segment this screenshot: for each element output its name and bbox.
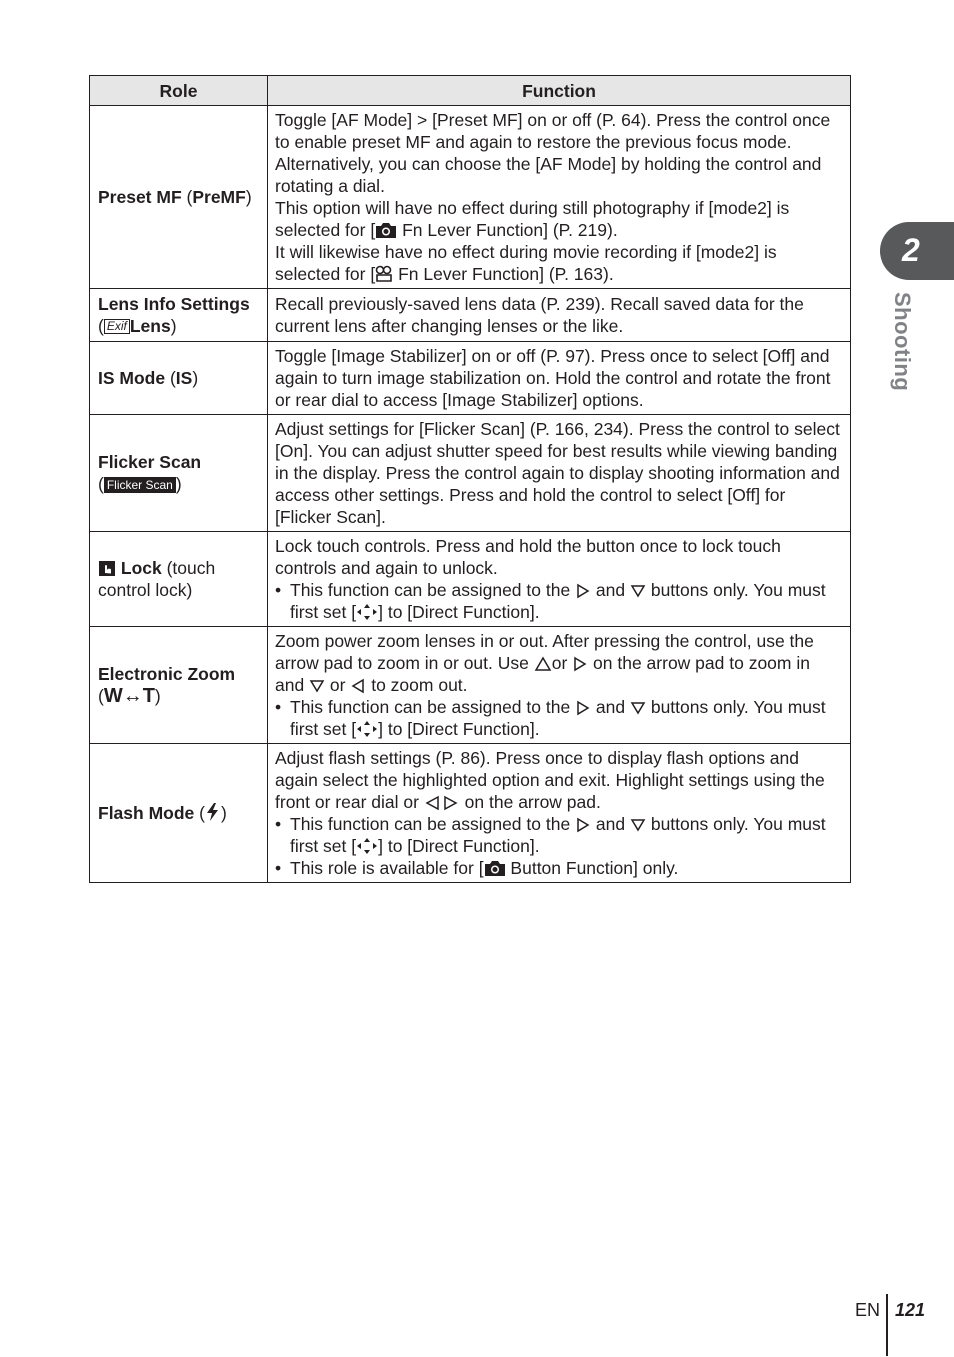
- flash-icon: [205, 802, 221, 822]
- function-text: Lock touch controls. Press and hold the button once to lock touch controls and again to unlock.: [275, 536, 781, 578]
- text-part: on the arrow pad.: [459, 792, 601, 812]
- bullet-item: [275, 579, 844, 623]
- camera-icon: [375, 221, 397, 239]
- chapter-tab: [880, 222, 954, 280]
- header-role: Role: [90, 76, 268, 106]
- function-cell: [268, 532, 851, 627]
- role-cell: [90, 415, 268, 532]
- function-cell: [268, 744, 851, 883]
- text-part: Fn Lever Function] (P. 163).: [393, 264, 614, 284]
- direction-pad-icon: [356, 837, 378, 855]
- chapter-side-label: [889, 292, 925, 402]
- role-cell: [90, 342, 268, 415]
- paren: (: [98, 686, 104, 706]
- text-part: ] to [Direct Function].: [378, 602, 540, 622]
- role-cell: [90, 289, 268, 342]
- table-row-electronic-zoom: [90, 627, 851, 744]
- text-part: buttons only. You must first set [: [290, 580, 826, 622]
- function-cell: [268, 106, 851, 289]
- text-part: and: [591, 697, 630, 717]
- arrow-left-icon: [350, 678, 366, 694]
- direction-pad-icon: [356, 603, 378, 621]
- role-abbr: PreMF: [192, 187, 246, 207]
- header-function: Function: [268, 76, 851, 106]
- paren: ): [245, 187, 252, 207]
- footer-language: EN: [855, 1300, 881, 1320]
- role-abbr: IS: [175, 368, 193, 388]
- bullet-dot: •: [275, 580, 282, 600]
- exif-icon: Exif: [104, 319, 130, 334]
- text-part: ] to [Direct Function].: [378, 836, 540, 856]
- text-part: Adjust flash settings (P. 86). Press once to display flash options and again select the highlighted option and exit. Highlight settings using the front or rear dial or: [275, 748, 825, 812]
- table-row-touch-lock: [90, 532, 851, 627]
- paren: (: [98, 316, 104, 336]
- function-cell: [268, 342, 851, 415]
- text-part: and: [591, 814, 630, 834]
- function-text: Recall previously-saved lens data (P. 239). Recall saved data for the current lens after changing lenses or the like.: [275, 294, 804, 336]
- function-text: [275, 747, 844, 813]
- touch-lock-icon: [98, 559, 116, 577]
- paren: (: [181, 187, 193, 207]
- function-cell: [268, 627, 851, 744]
- text-part: This function can be assigned to the: [290, 814, 576, 834]
- function-text: Toggle [Image Stabilizer] on or off (P. 97). Press once to select [Off] and again to turn image stabilization on. Hold the control and rotate the front or rear dial to access [Image Stabilizer] options.: [275, 346, 831, 410]
- table-row-flash-mode: [90, 744, 851, 883]
- role-description: (touch control lock): [98, 558, 216, 600]
- bullet-item: [275, 857, 844, 879]
- role-name: Electronic Zoom: [98, 664, 236, 684]
- chapter-title: Shooting: [890, 292, 915, 392]
- function-text: [275, 630, 844, 696]
- page-number: 121: [895, 1300, 926, 1320]
- paren: (: [194, 803, 205, 823]
- role-cell: [90, 532, 268, 627]
- paren: ): [175, 474, 182, 494]
- arrow-down-icon: [630, 700, 646, 716]
- role-abbr: W↔T: [103, 685, 155, 707]
- footer-divider: [886, 1294, 888, 1356]
- role-cell: [90, 627, 268, 744]
- paren: ): [170, 316, 177, 336]
- role-cell: [90, 106, 268, 289]
- function-text: Adjust settings for [Flicker Scan] (P. 166, 234). Press the control to select [On]. You can adjust shutter speed for best results while viewing banding in the display. Press the control again to display shooting information and access other settings. Press and hold the control to select [Off] for [Flicker Scan].: [275, 419, 840, 527]
- arrow-down-icon: [630, 817, 646, 833]
- role-name: Flash Mode: [98, 803, 195, 823]
- arrow-right-icon: [575, 700, 591, 716]
- table-row-lens-info: [90, 289, 851, 342]
- arrow-down-icon: [309, 678, 325, 694]
- camera-icon: [484, 859, 506, 877]
- table-row-flicker-scan: [90, 415, 851, 532]
- direction-pad-icon: [356, 720, 378, 738]
- arrow-down-icon: [630, 583, 646, 599]
- role-name: IS Mode: [98, 368, 166, 388]
- bullet-dot: •: [275, 697, 282, 717]
- movie-camera-icon: [375, 265, 393, 283]
- role-function-table: [89, 75, 851, 883]
- text-part: buttons only. You must first set [: [290, 697, 826, 739]
- arrow-left-right-icon: [424, 795, 460, 811]
- bullet-item: [275, 813, 844, 857]
- paren: ): [220, 803, 227, 823]
- function-cell: [268, 415, 851, 532]
- text-part: ] to [Direct Function].: [378, 719, 540, 739]
- flicker-scan-icon: Flicker Scan: [104, 477, 176, 493]
- text-part: This role is available for [: [290, 858, 484, 878]
- bullet-item: [275, 696, 844, 740]
- text-part: Button Function] only.: [505, 858, 679, 878]
- role-abbr: Lens: [129, 316, 171, 336]
- chapter-number: 2: [902, 232, 920, 268]
- text-part: or: [325, 675, 351, 695]
- text-part: Zoom power zoom lenses in or out. After pressing the control, use the arrow pad to zoom in or out. Use: [275, 631, 814, 673]
- arrow-right-icon: [572, 656, 588, 672]
- role-name: Flicker Scan: [98, 452, 202, 472]
- arrow-right-icon: [575, 817, 591, 833]
- table-row-preset-mf: [90, 106, 851, 289]
- paren: (: [165, 368, 176, 388]
- text-part: This function can be assigned to the: [290, 697, 576, 717]
- function-text: [275, 197, 844, 241]
- paren: ): [192, 368, 199, 388]
- text-part: It will likewise have no effect during movie recording if [mode2] is selected for [: [275, 242, 777, 284]
- text-part: This function can be assigned to the: [290, 580, 576, 600]
- arrow-up-icon: [534, 656, 552, 672]
- function-cell: [268, 289, 851, 342]
- role-name: Lock: [120, 558, 162, 578]
- role-name: Lens Info Settings: [98, 294, 250, 314]
- table-row-is-mode: [90, 342, 851, 415]
- function-text: [275, 241, 844, 285]
- arrow-right-icon: [575, 583, 591, 599]
- function-text: Toggle [AF Mode] > [Preset MF] on or off (P. 64). Press the control once to enable preset MF and again to restore the previous focus mode. Alternatively, you can choose the [AF Mode] by holding the control and rotating a dial.: [275, 110, 831, 196]
- bullet-dot: •: [275, 858, 282, 878]
- text-part: to zoom out.: [366, 675, 468, 695]
- bullet-dot: •: [275, 814, 282, 834]
- text-part: on the arrow pad to zoom in and: [275, 653, 810, 695]
- text-part: This option will have no effect during still photography if [mode2] is selected for [: [275, 198, 790, 240]
- text-part: buttons only. You must first set [: [290, 814, 826, 856]
- role-cell: [90, 744, 268, 883]
- paren: (: [98, 474, 104, 494]
- text-part: and: [591, 580, 630, 600]
- role-name: Preset MF: [98, 187, 182, 207]
- paren: ): [154, 686, 161, 706]
- text-part: or: [551, 653, 573, 673]
- text-part: Fn Lever Function] (P. 219).: [397, 220, 618, 240]
